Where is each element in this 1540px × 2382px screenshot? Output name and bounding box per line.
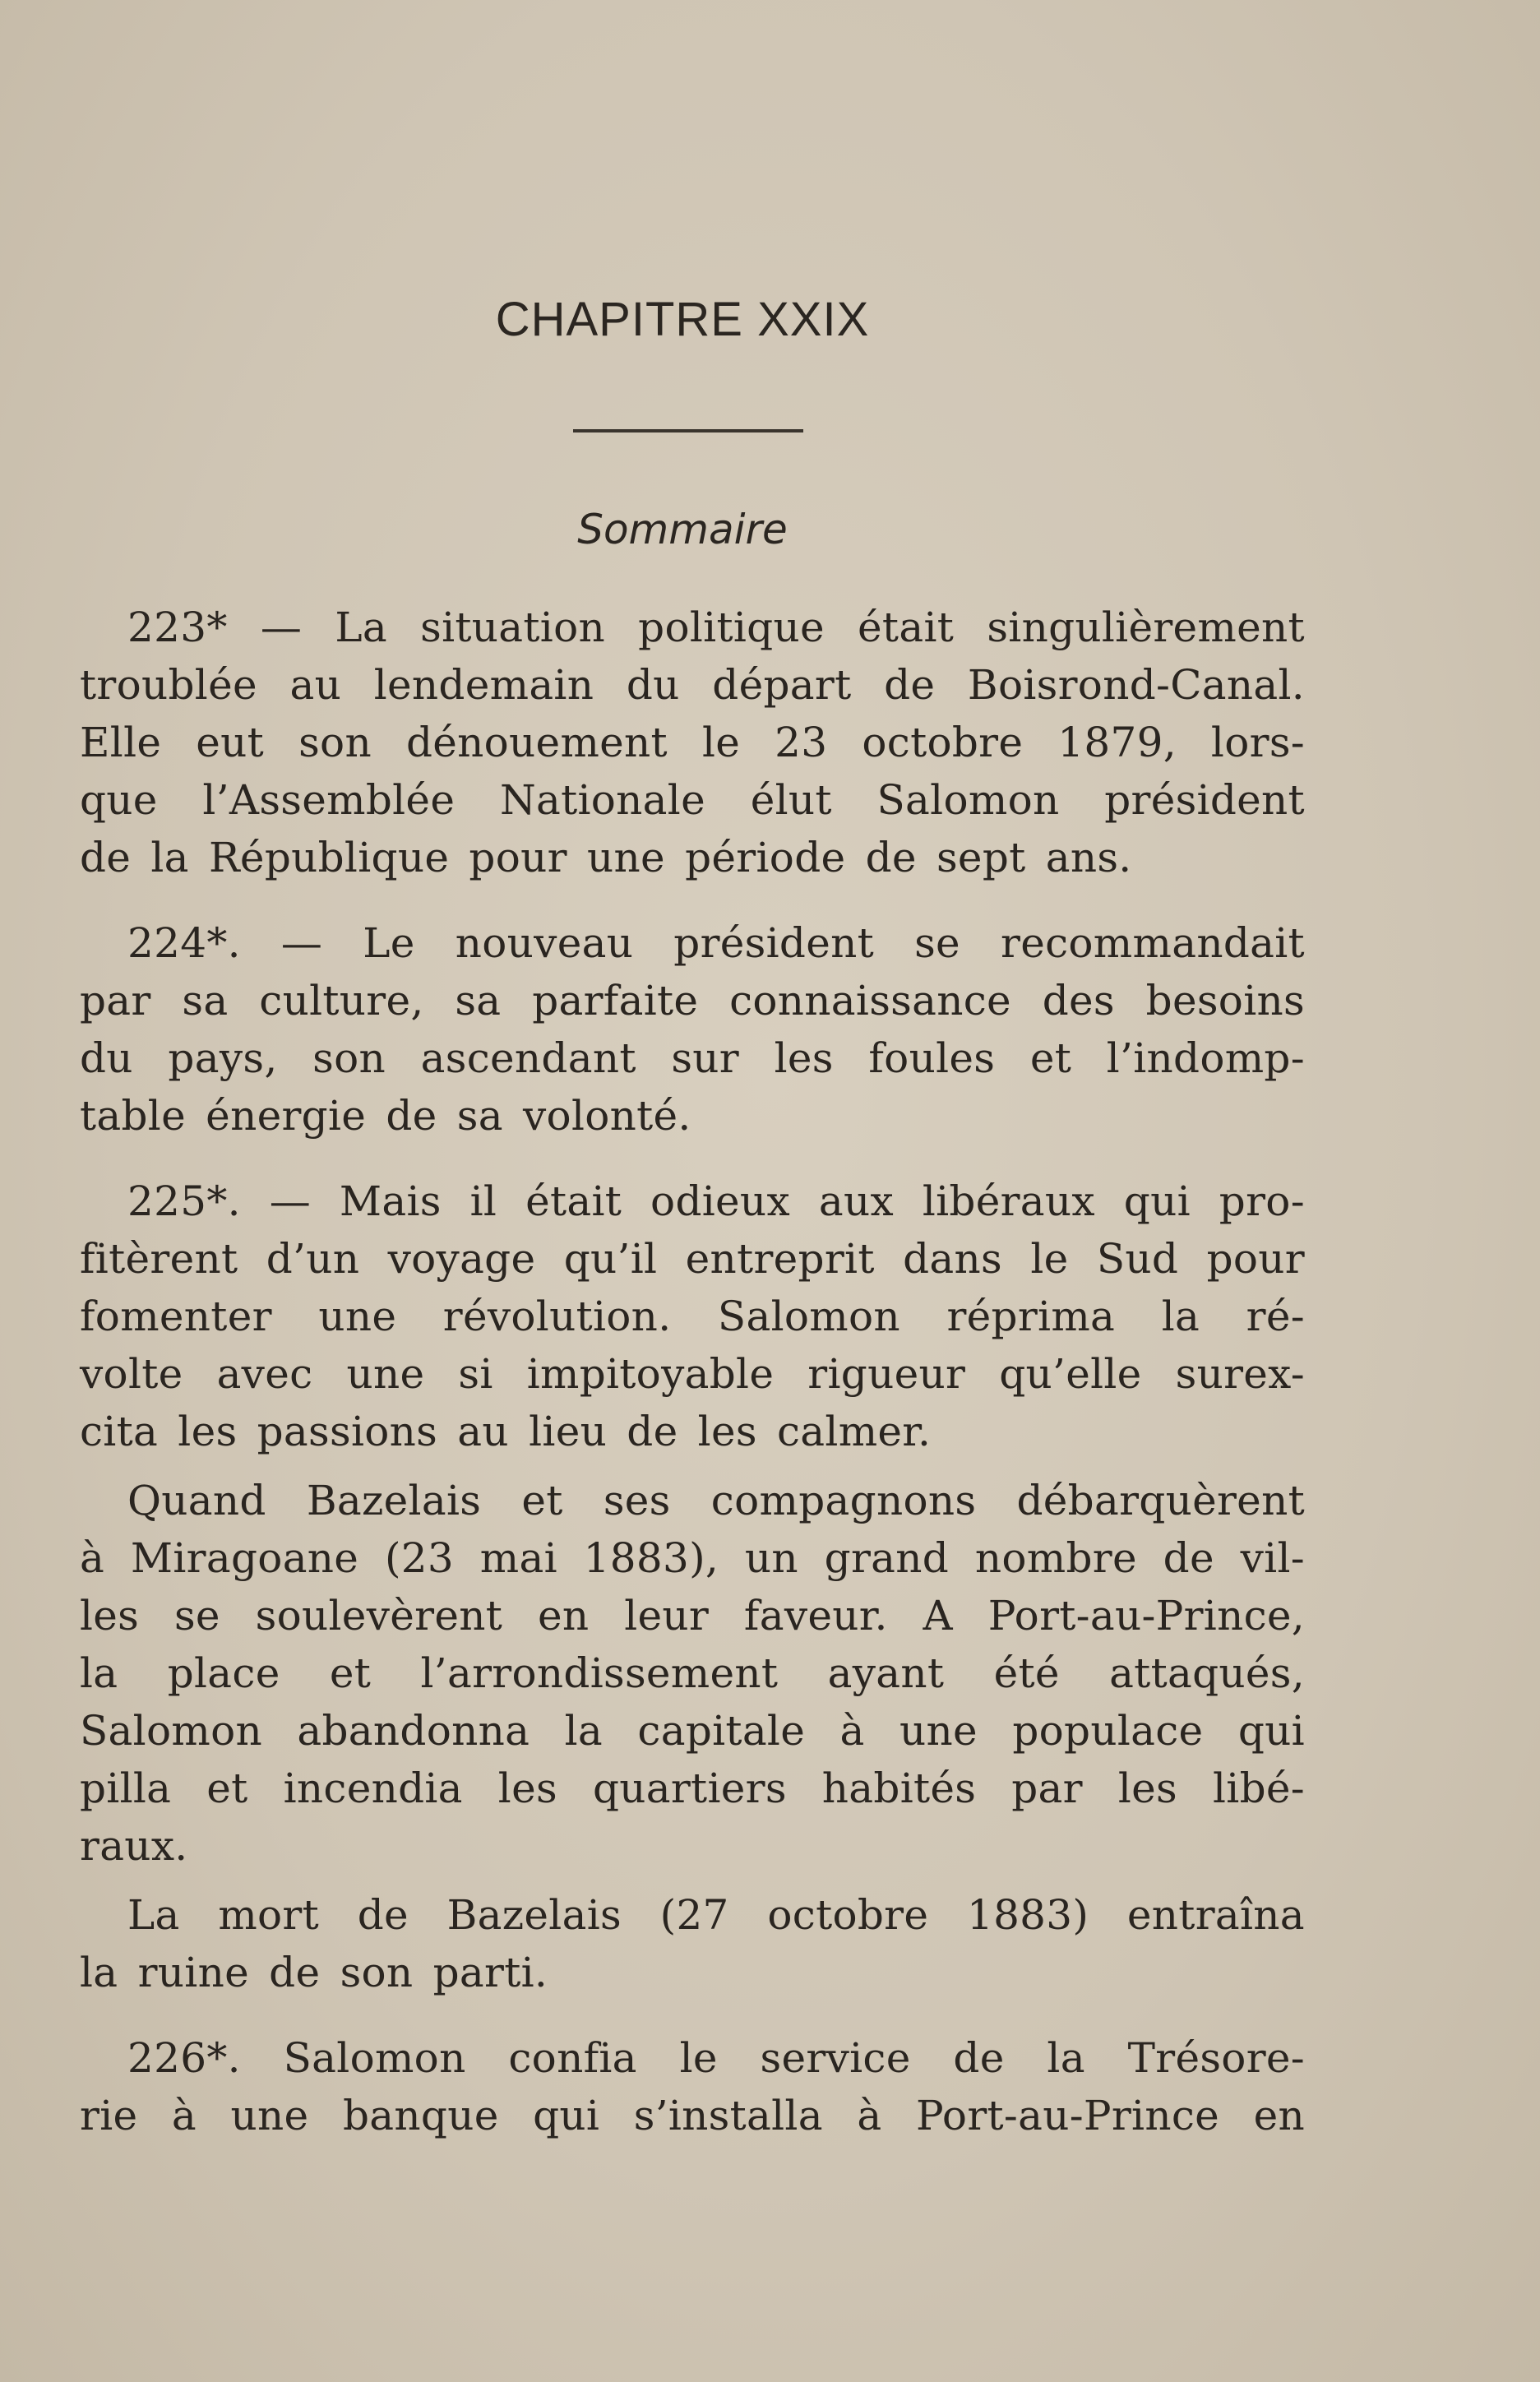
text-line: la ruine de son parti. <box>80 1949 548 1996</box>
text-line: 226*. Salomon confia le service de la Trésore- <box>127 2034 1305 2082</box>
text-line: de la République pour une période de sept ans. <box>80 834 1132 881</box>
text-line: les se soulevèrent en leur faveur. A Port-au-Prince, <box>80 1592 1305 1640</box>
text-line: Elle eut son dénouement le 23 octobre 1879, lors- <box>80 719 1305 766</box>
text-line: La mort de Bazelais (27 octobre 1883) entraîna <box>127 1891 1305 1939</box>
text-line: la place et l’arrondissement ayant été attaqués, <box>80 1649 1305 1697</box>
text-line: cita les passions au lieu de les calmer. <box>80 1408 932 1455</box>
paragraph-bazelais <box>80 1472 1305 1875</box>
title-rule-divider <box>573 429 803 432</box>
paragraph-gap <box>80 2001 1305 2029</box>
paragraph-gap <box>80 1875 1305 1886</box>
text-line: fomenter une révolution. Salomon réprima la ré- <box>80 1293 1305 1340</box>
paragraph-226 <box>80 2029 1305 2144</box>
text-line: Quand Bazelais et ses compagnons débarquèrent <box>127 1477 1305 1524</box>
paragraph-223 <box>80 599 1305 886</box>
text-line: raux. <box>80 1822 188 1870</box>
text-line: 224*. — Le nouveau président se recommandait <box>127 919 1305 967</box>
text-line: du pays, son ascendant sur les foules et l’indomp- <box>80 1034 1305 1082</box>
paragraph-bazelais-death <box>80 1886 1305 2001</box>
text-line: à Miragoane (23 mai 1883), un grand nombre de vil- <box>80 1534 1305 1582</box>
text-line: que l’Assemblée Nationale élut Salomon président <box>80 776 1305 824</box>
paragraph-224 <box>80 914 1305 1145</box>
summary-heading: Sommaire <box>577 506 788 553</box>
text-line: rie à une banque qui s’installa à Port-au-Prince en <box>80 2092 1305 2139</box>
text-line: par sa culture, sa parfaite connaissance des besoins <box>80 977 1305 1024</box>
text-line: Salomon abandonna la capitale à une populace qui <box>80 1707 1305 1755</box>
body-text <box>80 599 1305 2144</box>
paragraph-gap <box>80 1145 1305 1172</box>
text-line: 223* — La situation politique était singulièrement <box>127 604 1305 651</box>
text-line: pilla et incendia les quartiers habités par les libé- <box>80 1765 1305 1812</box>
text-line: fitèrent d’un voyage qu’il entreprit dans le Sud pour <box>80 1235 1305 1283</box>
paragraph-gap <box>80 1460 1305 1472</box>
text-line: volte avec une si impitoyable rigueur qu’elle surex- <box>80 1350 1305 1398</box>
text-line: troublée au lendemain du départ de Boisrond-Canal. <box>80 661 1305 709</box>
paragraph-225 <box>80 1172 1305 1460</box>
paragraph-gap <box>80 886 1305 914</box>
text-line: table énergie de sa volonté. <box>80 1092 691 1140</box>
text-line: 225*. — Mais il était odieux aux libéraux qui pro- <box>127 1177 1305 1225</box>
chapter-title: CHAPITRE XXIX <box>495 293 870 346</box>
